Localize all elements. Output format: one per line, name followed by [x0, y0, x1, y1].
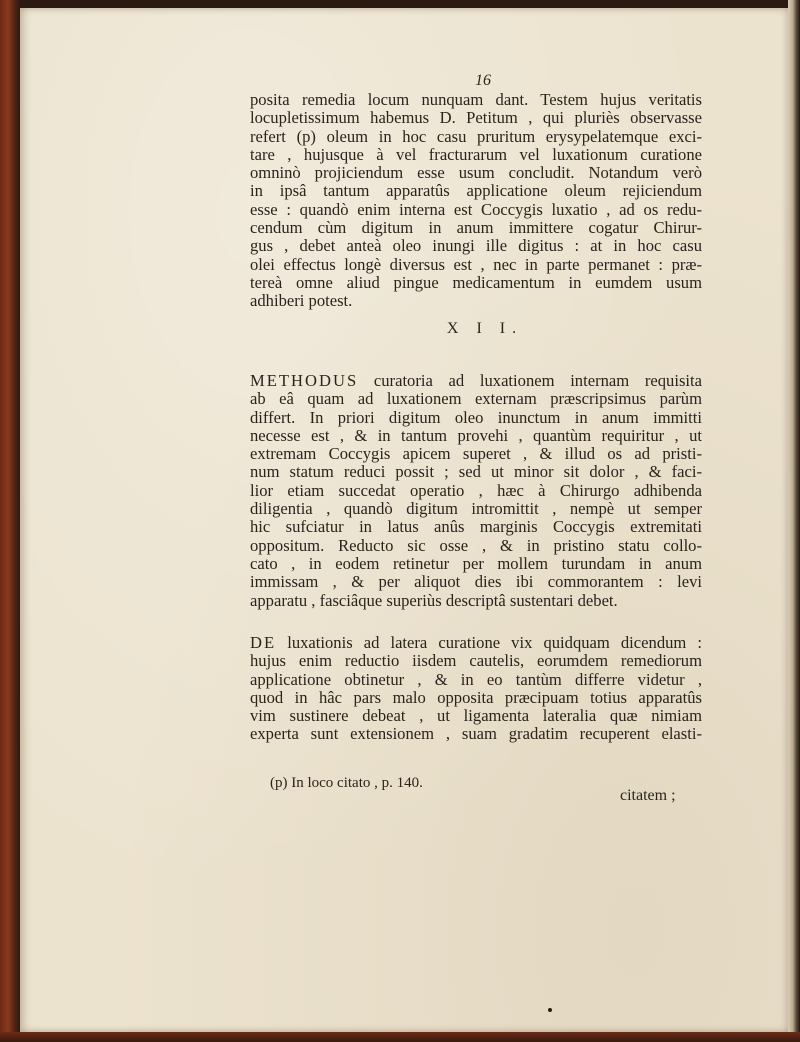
paragraph-lead: DE	[250, 633, 277, 652]
text-line: in ipsâ tantum apparatûs applicatione oleum rejiciendum	[250, 181, 702, 201]
text-line: applicatione obtinetur , & in eo tantùm differre videtur ,	[250, 669, 702, 689]
text-line: cendum cùm digitum in anum immittere cogatur Chirur-	[250, 218, 702, 238]
text-line: apparatu , fasciâque superiùs descriptâ sustentari debet.	[250, 590, 618, 610]
section-number: X I I.	[446, 320, 524, 337]
text-line: tereà omne aliud pingue medicamentum in eumdem usum	[250, 272, 702, 292]
text-line: differt. In priori digitum oleo inunctum in anum immitti	[250, 407, 702, 427]
page-edge	[788, 0, 800, 1042]
text-line: locupletissimum habemus D. Petitum , qui pluriès observasse	[250, 108, 702, 128]
text-line: oppositum. Reducto sic osse , & in pristino statu collo-	[250, 535, 702, 555]
text-line: refert (p) oleum in hoc casu pruritum erysypelatemque exci-	[250, 126, 702, 146]
text-line: quod in hâc pars malo opposita præcipuam totius apparatûs	[250, 687, 702, 707]
text-line: hujus enim reductio iisdem cautelis, eorumdem remediorum	[250, 651, 702, 671]
text-line: tare , hujusque à vel fracturarum vel luxationum curatione	[250, 144, 702, 164]
ink-spot	[548, 1008, 552, 1012]
text-line: olei effectus longè diversus est , nec in parte permanet : præ-	[250, 254, 702, 274]
text-line: vim sustinere debeat , ut ligamenta lateralia quæ nimiam	[250, 706, 702, 726]
catchword: citatem ;	[620, 787, 676, 804]
footnote: (p) In loco citato , p. 140.	[270, 775, 423, 791]
paragraph-1	[250, 91, 702, 311]
text-line: cato , in eodem retinetur per mollem turundam in anum	[250, 553, 702, 573]
paragraph-2	[250, 372, 702, 610]
text-run: curatoria ad luxationem internam requisita	[373, 371, 702, 390]
text-line	[250, 634, 702, 652]
page-number: 16	[475, 72, 491, 89]
text-line: immissam , & per aliquot dies ibi commorantem : levi	[250, 572, 702, 592]
text-line: extremam Coccygis apicem superet , & illud os ad pristi-	[250, 444, 702, 464]
text-line: ab eâ quam ad luxationem externam præscripsimus parùm	[250, 389, 702, 409]
text-line: hic sufciatur in latus anûs marginis Coccygis extremitati	[250, 517, 702, 537]
text-line: lior etiam succedat operatio , hæc à Chirurgo adhibenda	[250, 480, 702, 500]
text-line: posita remedia locum nunquam dant. Testem hujus veritatis	[250, 90, 702, 109]
text-line: omninò projiciendum esse usum concludit. Notandum verò	[250, 163, 702, 183]
text-line: adhiberi potest.	[250, 291, 353, 311]
text-line: experta sunt extensionem , suam gradatim recuperent elasti-	[250, 724, 702, 744]
paragraph-lead: METHODUS	[250, 371, 359, 390]
text-line: diligentia , quandò digitum intromittit , nempè ut semper	[250, 499, 702, 519]
text-line: num statum reduci possit ; sed ut minor sit dolor , & faci-	[250, 462, 702, 482]
text-line: necesse est , & in tantum provehi , quantùm requiritur , ut	[250, 425, 702, 445]
paragraph-3	[250, 634, 702, 744]
text-run: luxationis ad latera curatione vix quidquam dicendum :	[287, 633, 702, 652]
text-line: esse : quandò enim interna est Coccygis luxatio , ad os redu-	[250, 199, 702, 219]
text-line	[250, 372, 702, 390]
text-line: gus , debet anteà oleo inungi ille digitus : at in hoc casu	[250, 236, 702, 256]
binding-bottom	[0, 1032, 800, 1042]
